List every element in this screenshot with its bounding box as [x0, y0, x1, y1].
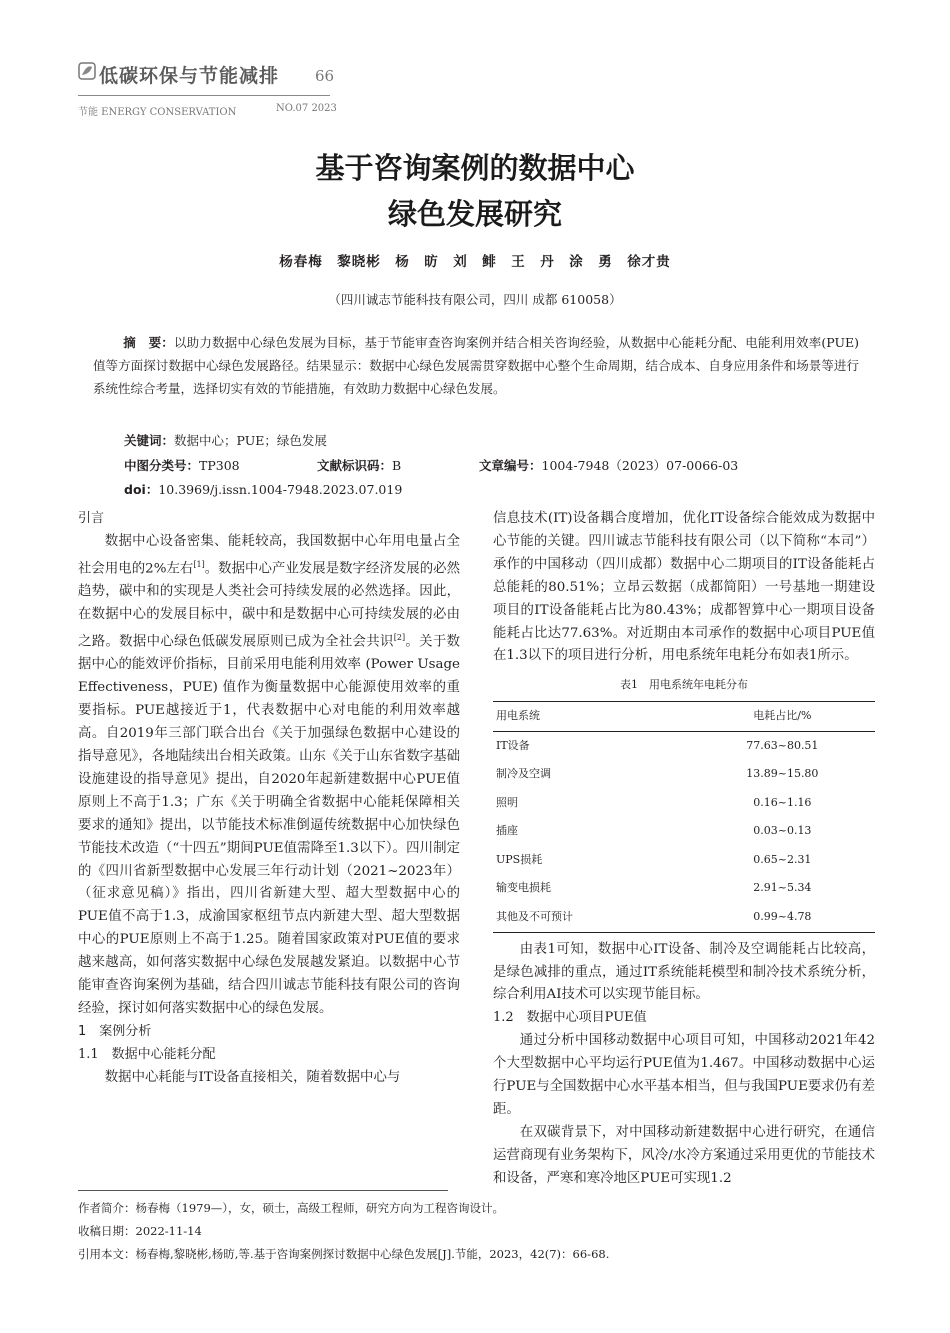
header-divider [78, 95, 330, 96]
section-1-2-heading: 1.2 数据中心项目PUE值 [493, 1010, 647, 1026]
abstract [93, 331, 859, 400]
article-number-label: 文章编号： [479, 458, 542, 473]
received-date: 收稿日期：2022-11-14 [78, 1224, 202, 1238]
section-1-2-paragraph-2: 在双碳背景下，对中国移动新建数据中心进行研究，在通信运营商现有业务架构下，风冷/水冷方案通过采用更优的节能技术和设备，严寒和寒冷地区PUE可实现1.2 [493, 1124, 875, 1186]
section-1-1-continued: 信息技术(IT)设备耦合度增加，优化IT设备综合能效成为数据中心节能的关键。四川诚志节能科技有限公司（以下简称“本司”）承作的中国移动（四川成都）数据中心二期项目的IT设备能耗占总能耗的80.51%；立昂云数据（成都简阳）一号基地一期建设项目的IT设备能耗占比为80.43%；成都智算中心一期项目设备能耗占比达77.63%。对近期由本司承作的数据中心项目PUE值在1.3以下的项目进行分析，用电系统年电耗分布如表1所示。 [493, 511, 875, 664]
article-title-line2: 绿色发展研究 [387, 197, 562, 231]
document-code [317, 456, 401, 474]
table-analysis-paragraph: 由表1可知，数据中心IT设备、制冷及空调能耗占比较高，是绿色减排的重点，通过IT系统能耗模型和制冷技术系统分析，综合利用AI技术可以实现节能目标。 [493, 941, 875, 1003]
doc-code-label: 文献标识码： [317, 458, 393, 473]
reference-1[interactable]: [1] [193, 559, 205, 569]
clc-number [124, 456, 240, 474]
issue-number: NO.07 2023 [276, 103, 337, 114]
citation: 引用本文：杨春梅,黎晓彬,杨昉,等.基于咨询案例探讨数据中心绿色发展[J].节能，2023，42(7)：66-68. [78, 1247, 610, 1261]
reference-2[interactable]: [2] [393, 633, 406, 642]
abstract-label: 摘 要： [123, 335, 174, 350]
affiliation: （四川诚志节能科技有限公司，四川 成都 610058） [328, 292, 622, 307]
table-row: IT设备 77.63~80.51 [496, 738, 819, 752]
doc-code-value: B [392, 458, 402, 473]
table-row: 制冷及空调 13.89~15.80 [496, 767, 819, 781]
article-number [479, 456, 738, 474]
clc-label: 中图分类号： [124, 458, 200, 473]
article-title-line1: 基于咨询案例的数据中心 [315, 151, 635, 185]
footer-divider [78, 1190, 448, 1191]
table-row: 照明 0.16~1.16 [496, 795, 812, 809]
section-1-heading: 1 案例分析 [78, 1023, 152, 1039]
doi-value[interactable]: 10.3969/j.issn.1004-7948.2023.07.019 [158, 482, 403, 497]
section-logo-icon [78, 62, 96, 84]
page-number: 66 [315, 67, 335, 85]
section-1-1-paragraph: 数据中心耗能与IT设备直接相关，随着数据中心与 [104, 1069, 401, 1085]
section-name: 低碳环保与节能减排 [99, 65, 280, 87]
journal-name: 节能 ENERGY CONSERVATION [78, 107, 237, 118]
doi [124, 480, 402, 498]
clc-value: TP308 [199, 458, 240, 473]
table-header: 电耗占比/% [690, 702, 875, 732]
left-column [78, 508, 460, 1090]
table-row: 其他及不可预计 0.99~4.78 [493, 903, 875, 932]
section-1-1-heading: 1.1 数据中心能耗分配 [78, 1046, 216, 1062]
intro-paragraph: 数据中心设备密集、能耗较高，我国数据中心年用电量占全社会用电的2%左右[1]。数据中心产业发展是数字经济发展的必然趋势，碳中和的实现是人类社会可持续发展的必然选择。因此，在数据中心的发展目标中，碳中和是数据中心可持续发展的必由之路。数据中心绿色低碳发展原则已成为全社会共识[2]。关于数据中心的能效评价指标，目前采用电能利用效率 (Power Usage Effectiveness，PUE) 值作为衡量数据中心能源使用效率的重要指标。PUE越接近于1，代表数据中心对电能的利用效率越高。自2019年三部门联合出台《关于加强绿色数据中心建设的指导意见》，各地陆续出台相关政策。山东《关于山东省数字基础设施建设的指导意见》提出，自2020年起新建数据中心PUE值原则上不高于1.3；广东《关于明确全省数据中心能耗保障相关要求的通知》提出，以节能技术标准倒逼传统数据中心加快绿色节能技术改造（“十四五”期间PUE值需降至1.3以下）。四川制定的《四川省新型数据中心发展三年行动计划（2021~2023年）（征求意见稿）》指出，四川省新建大型、超大型数据中心的PUE值不高于1.3，成渝国家枢纽节点内新建大型、超大型数据中心的PUE原则上不高于1.25。随着国家政策对PUE值的要求越来越高，如何落实数据中心绿色发展越发紧迫。以数据中心节能审查咨询案例为基础，结合四川诚志节能科技有限公司的咨询经验，探讨如何落实数据中心的绿色发展。 [78, 533, 461, 1016]
table-row: UPS损耗 0.65~2.31 [496, 852, 812, 866]
abstract-text: 以助力数据中心绿色发展为目标，基于节能审查咨询案例并结合相关咨询经验，从数据中心能耗分配、电能利用效率(PUE)值等方面探讨数据中心绿色发展路径。结果显示：数据中心绿色发展需贯穿数据中心整个生命周期，结合成本、自身应用条件和场景等进行系统性综合考量，选择切实有效的节能措施，有效助力数据中心绿色发展。 [93, 335, 859, 396]
table-row: 输变电损耗 2.91~5.34 [496, 881, 812, 895]
section-1-2-paragraph-1: 通过分析中国移动数据中心项目可知，中国移动2021年42个大型数据中心平均运行PUE值为1.467。中国移动数据中心运行PUE与全国数据中心水平基本相当，但与我国PUE要求仍有差距。 [493, 1033, 875, 1117]
intro-heading: 引言 [78, 511, 105, 526]
table-caption: 表1 用电系统年电耗分布 [620, 678, 748, 692]
author-list: 杨春梅 黎晓彬 杨 昉 刘 鲱 王 丹 涂 勇 徐才贵 [279, 254, 671, 270]
author-bio: 作者简介：杨春梅（1979—），女，硕士，高级工程师，研究方向为工程咨询设计。 [78, 1201, 505, 1215]
keywords-label: 关键词： [124, 433, 175, 448]
table-header: 用电系统 [493, 702, 690, 732]
table-row: 插座 0.03~0.13 [496, 824, 812, 838]
power-distribution-table [493, 701, 875, 932]
keywords-text: 数据中心；PUE；绿色发展 [174, 433, 327, 448]
right-column [493, 508, 875, 1191]
doi-label: doi： [124, 482, 159, 497]
article-number-value: 1004-7948（2023）07-0066-03 [541, 458, 739, 473]
keywords [124, 431, 327, 449]
